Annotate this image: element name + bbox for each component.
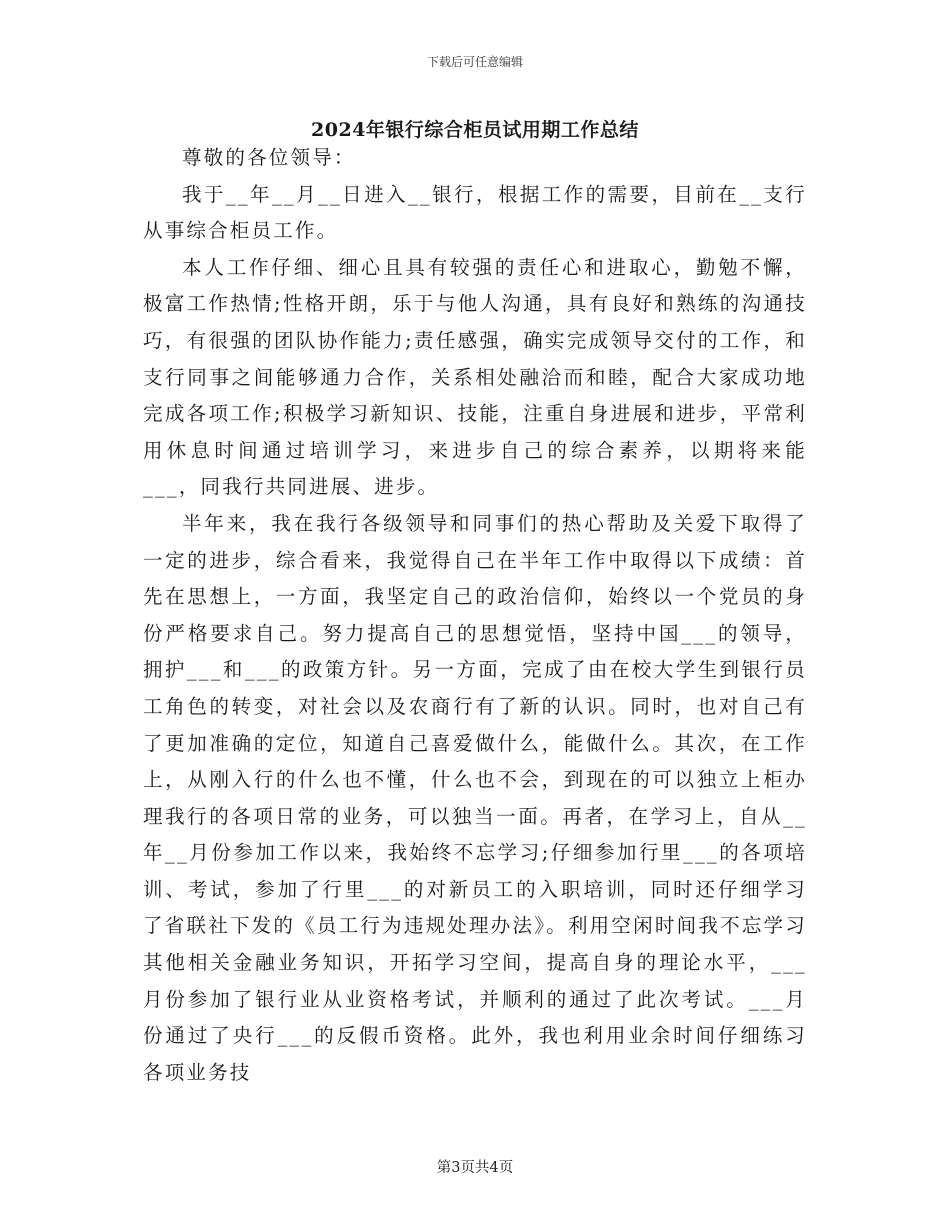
achievements-paragraph: 半年来，我在我行各级领导和同事们的热心帮助及关爱下取得了一定的进步，综合看来，我觉得自己在半年工作中取得以下成绩：首先在思想上，一方面，我坚定自己的政治信仰，始终以一个党员的身份严格要求自己。努力提高自己的思想觉悟，坚持中国___的领导，拥护___和___的政策方针。另一方面，完成了由在校大学生到银行员工角色的转变，对社会以及农商行有了新的认识。同时，也对自己有了更加准确的定位，知道自己喜爱做什么，能做什么。其次，在工作上，从刚入行的什么也不懂，什么也不会，到现在的可以独立上柜办理我行的各项日常的业务，可以独当一面。再者，在学习上，自从__年__月份参加工作以来，我始终不忘学习;仔细参加行里___的各项培训、考试，参加了行里___的对新员工的入职培训，同时还仔细学习了省联社下发的《员工行为违规处理办法》。利用空闲时间我不忘学习其他相关金融业务知识，开拓学习空间，提高自身的理论水平，___月份参加了银行业从业资格考试，并顺利的通过了此次考试。___月份通过了央行___的反假币资格。此外，我也利用业余时间仔细练习各项业务技 bbox=[143, 511, 807, 1084]
salutation-paragraph: 尊敬的各位领导： bbox=[182, 146, 356, 169]
self-assessment-paragraph: 本人工作仔细、细心且具有较强的责任心和进取心，勤勉不懈，极富工作热情;性格开朗，乐于与他人沟通，具有良好和熟练的沟通技巧，有很强的团队协作能力;责任感强，确实完成领导交付的工作，和支行同事之间能够通力合作，关系相处融洽而和睦，配合大家成功地完成各项工作;积极学习新知识、技能，注重自身进展和进步，平常利用休息时间通过培训学习，来进步自己的综合素养，以期将来能___，同我行共同进展、进步。 bbox=[143, 255, 807, 499]
intro-paragraph: 我于__年__月__日进入__银行，根据工作的需要，目前在__支行从事综合柜员工作。 bbox=[143, 182, 807, 243]
header-note: 下载后可任意编辑 bbox=[426, 55, 523, 69]
document-body bbox=[143, 140, 807, 1091]
page-number: 第3页共4页 bbox=[436, 1160, 514, 1176]
document-title: 2024年银行综合柜员试用期工作总结 bbox=[311, 119, 639, 141]
